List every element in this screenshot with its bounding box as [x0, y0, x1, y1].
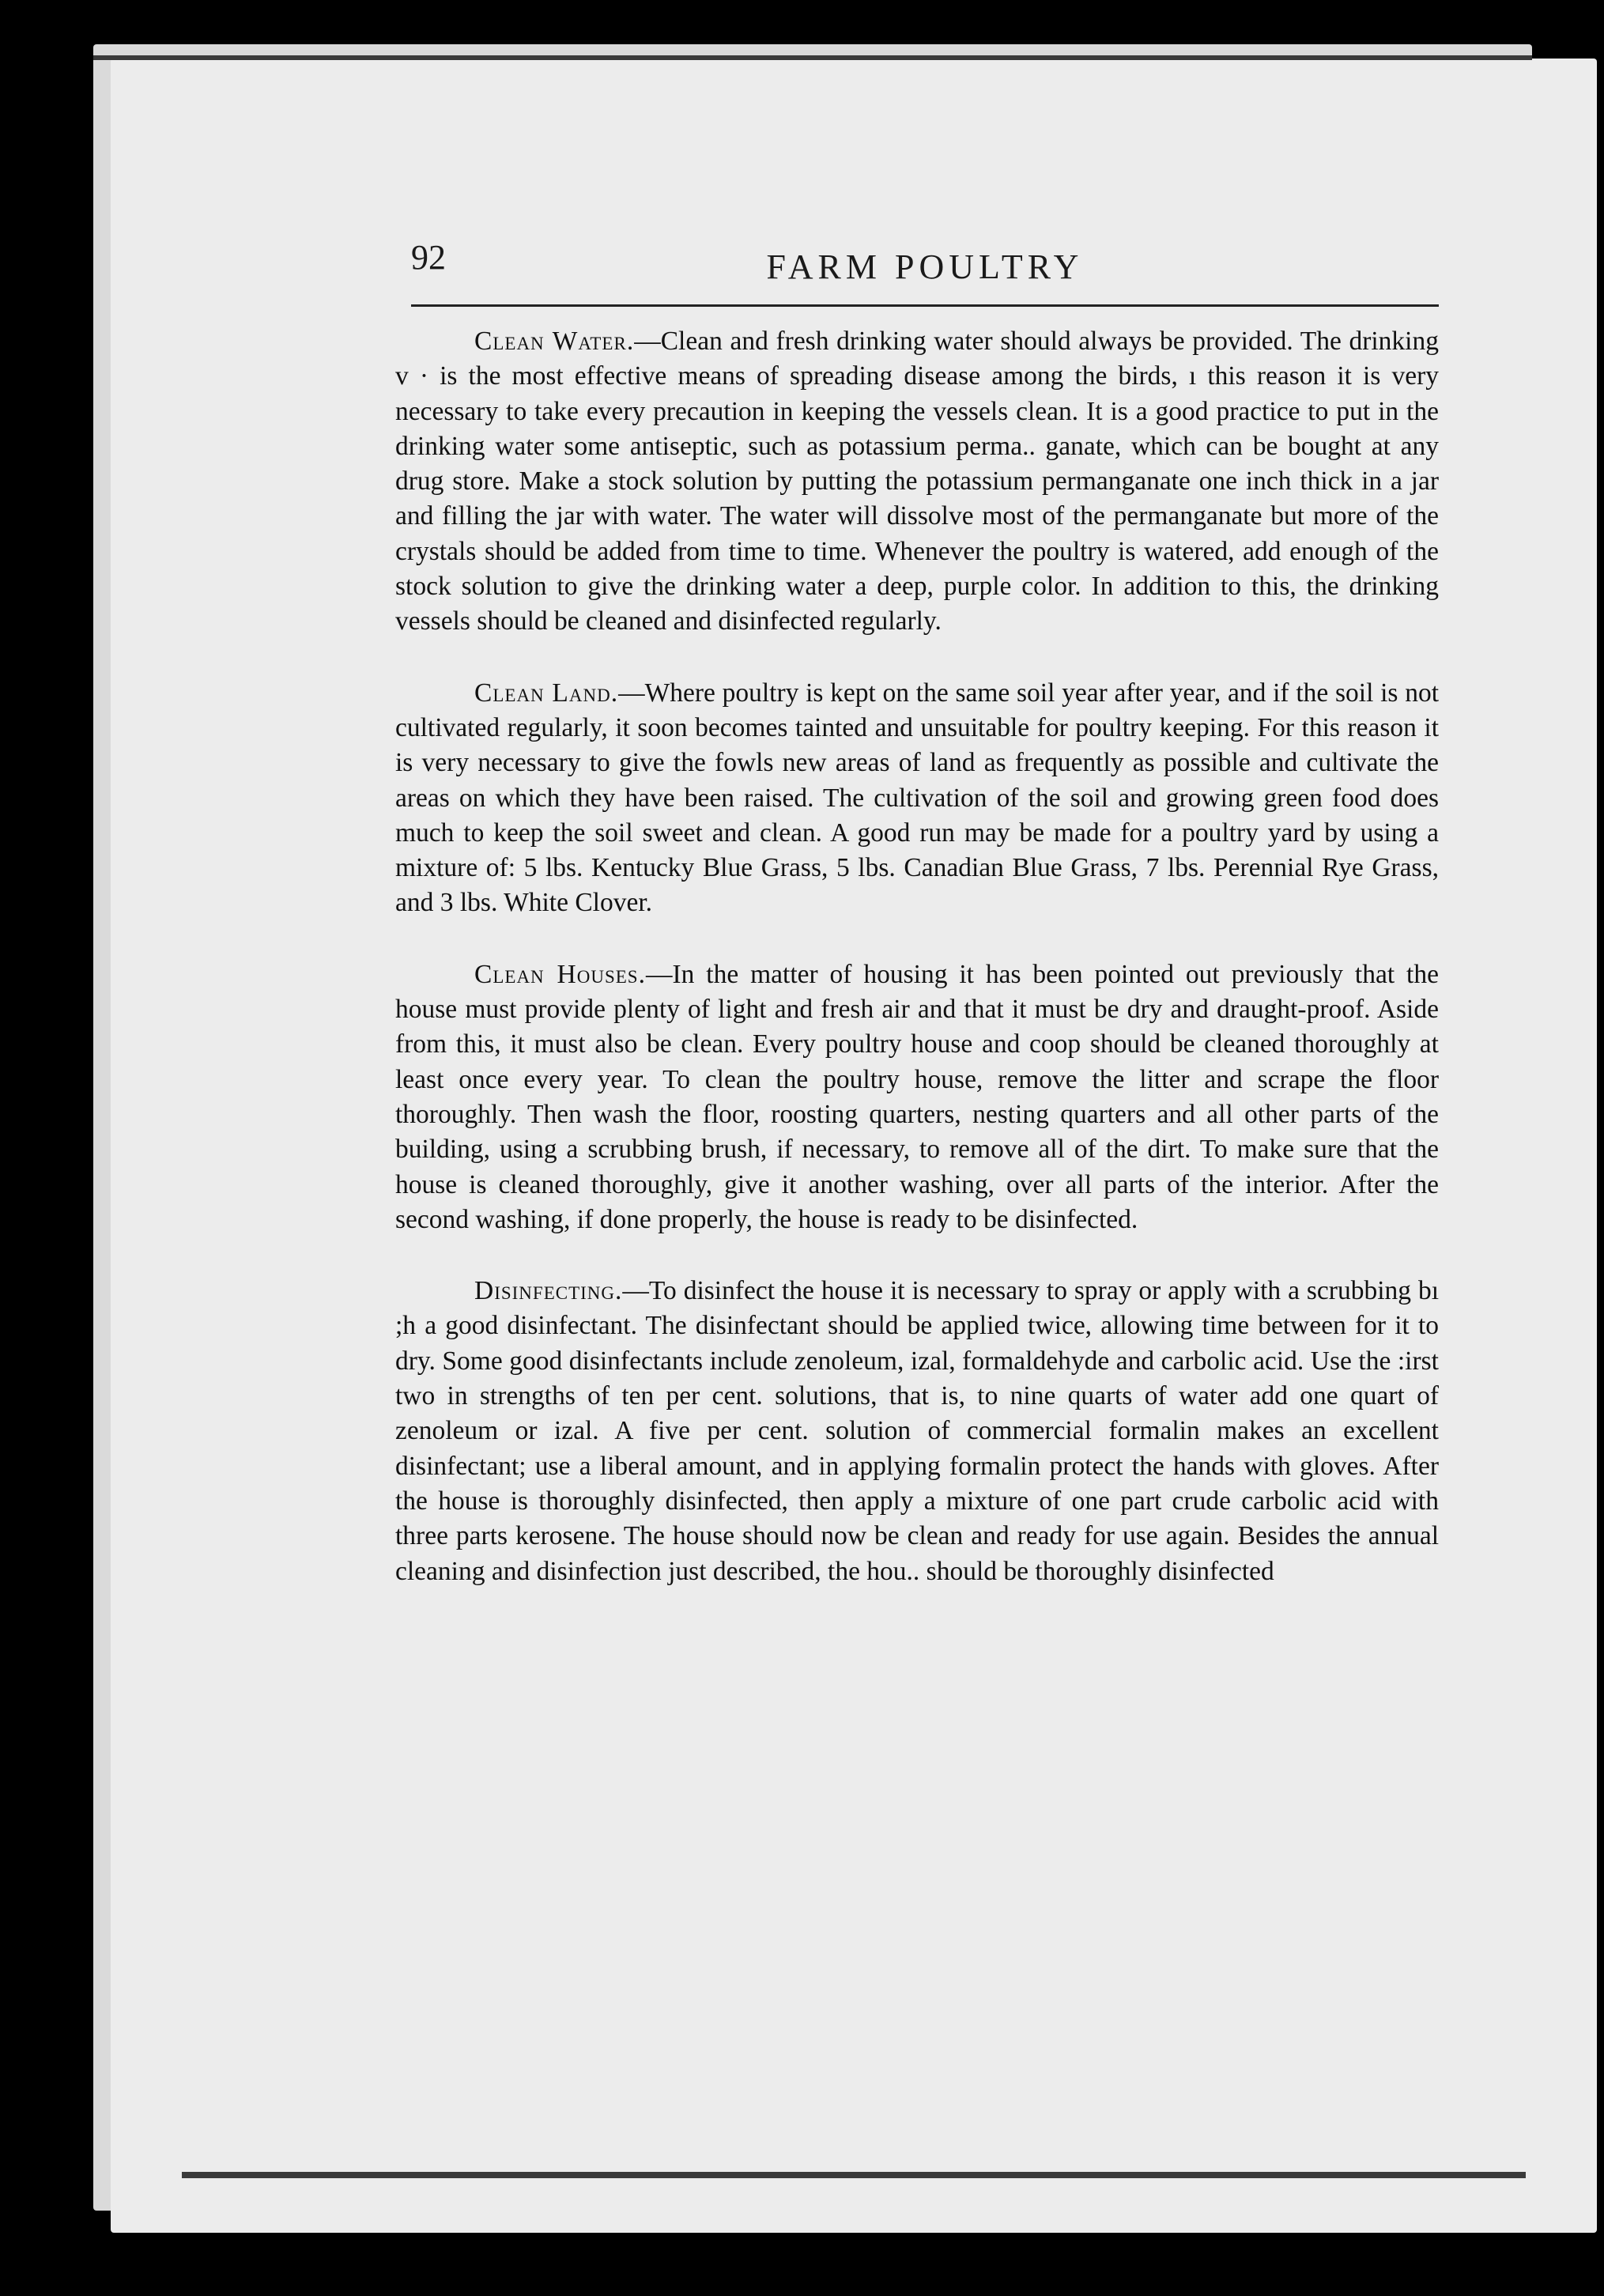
running-title: FARM POULTRY — [766, 247, 1084, 286]
page-bottom-edge — [182, 2172, 1526, 2178]
body-text — [395, 324, 1439, 1626]
page-top-edge — [93, 55, 1532, 60]
paragraph-disinfecting — [395, 1274, 1439, 1589]
header-rule — [411, 304, 1439, 307]
section-heading: Clean Houses. — [474, 959, 646, 989]
paragraph-clean-water — [395, 324, 1439, 640]
section-heading: Clean Water. — [474, 327, 635, 356]
paragraph-body: —Where poultry is kept on the same soil year after year, and if the soil is not cultivated regularly, it soon becomes tainted and unsuitable for poultry keeping. For this reason it is very necessary to give the fowls new areas of land as frequently as possible and cultivate the areas on which they have been raised. The cultivation of the soil and growing green food does much to keep the soil sweet and clean. A good run may be made for a poultry yard by using a mixture of: 5 lbs. Kentucky Blue Grass, 5 lbs. Canadian Blue Grass, 7 lbs. Perennial Rye Grass, and 3 lbs. White Clover. — [395, 678, 1440, 918]
paragraph-body: —To disinfect the house it is necessary to spray or apply with a scrubbing bı ;h a good disinfectant. The disinfectant should be applied twice, allowing time between for it to dry. Some good disinfectants include zenoleum, izal, formaldehyde and carbolic acid. Use the :irst two in strengths of ten per cent. solutions, that is, to nine quarts of water add one quart of zenoleum or izal. A five per cent. solution of commercial formalin makes an excellent disinfectant; use a liberal amount, and in applying formalin protect the hands with gloves. After the house is thoroughly disinfected, then apply a mixture of one part crude carbolic acid with three parts kerosene. The house should now be clean and ready for use again. Besides the annual cleaning and disinfection just described, the hou.. should be thoroughly disinfected — [395, 1276, 1439, 1586]
section-heading: Disinfecting. — [474, 1276, 623, 1306]
page-header — [411, 237, 1439, 300]
paragraph-body: —Clean and fresh drinking water should always be provided. The drinking v · is the most effective means of spreading disease among the birds, ı this reason it is very necessary to take every precaution in keeping the vessels clean. It is a good practice to put in the drinking water some antiseptic, such as potassium perma.. ganate, which can be bought at any drug store. Make a stock solution by putting the potassium permanganate one inch thick in a jar and filling the jar with water. The water will dissolve most of the permanganate but more of the crystals should be added from time to time. Whenever the poultry is watered, add enough of the stock solution to give the drinking water a deep, purple color. In addition to this, the drinking vessels should be cleaned and disinfected regularly. — [395, 327, 1439, 636]
page-number: 92 — [411, 238, 446, 277]
section-heading: Clean Land. — [474, 678, 619, 708]
paragraph-clean-houses — [395, 957, 1439, 1237]
paragraph-body: —In the matter of housing it has been pointed out previously that the house must provide plenty of light and fresh air and that it must be dry and draught-proof. Aside from this, it must also be clean. Every poultry house and coop should be cleaned thoroughly at least once every year. To clean the poultry house, remove the litter and scrape the floor thoroughly. Then wash the floor, roosting quarters, nesting quarters and all other parts of the building, using a scrubbing brush, if necessary, to remove all of the dirt. To make sure that the house is cleaned thoroughly, give it another washing, over all parts of the interior. After the second washing, if done properly, the house is ready to be disinfected. — [395, 959, 1439, 1234]
paragraph-clean-land — [395, 676, 1439, 921]
